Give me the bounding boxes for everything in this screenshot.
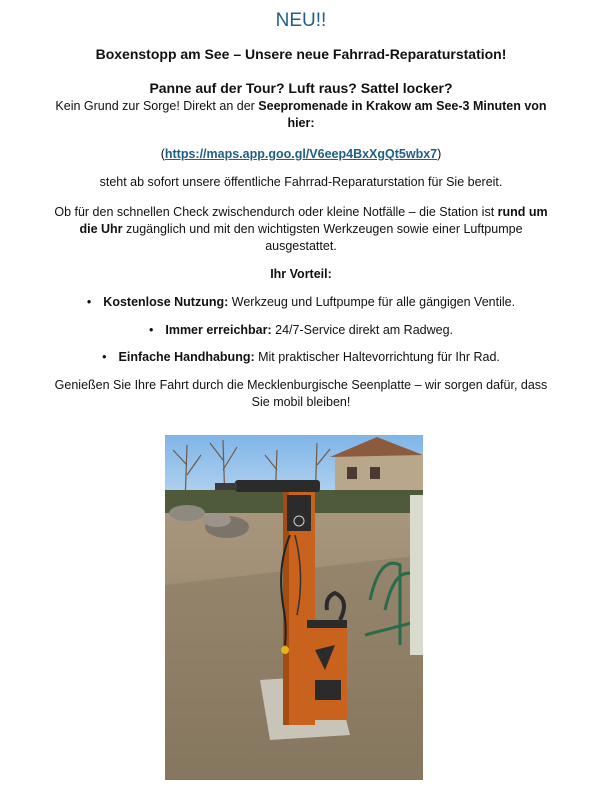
advantages-heading: Ihr Vorteil: (270, 267, 332, 281)
closing-paragraph: Genießen Sie Ihre Fahrt durch die Mecklenburgische Seenplatte – wir sorgen dafür, dass Sie mobil bleiben! (54, 378, 548, 409)
map-link[interactable]: https://maps.app.goo.gl/V6eep4BxXgQt5wbx7 (164, 147, 438, 161)
link-close-paren: ) (437, 147, 442, 161)
bullet-icon: • (86, 295, 92, 309)
advantage-text: Werkzeug und Luftpumpe für alle gängigen Ventile. (228, 295, 516, 309)
bullet-icon: • (148, 323, 154, 337)
advantage-item (0, 295, 602, 309)
intro-text: Kein Grund zur Sorge! Direkt an der (55, 99, 259, 113)
page-title: NEU!! (275, 10, 327, 31)
advantage-item (0, 350, 602, 364)
intro-location: Seepromenade in Krakow am See-3 Minuten von hier: (258, 99, 547, 130)
check-text: Ob für den schnellen Check zwischendurch oder kleine Notfälle – die Station ist (54, 205, 498, 219)
headline: Boxenstopp am See – Unsere neue Fahrrad-Reparaturstation! (95, 46, 507, 62)
map-link-paragraph (50, 146, 552, 163)
advantage-text: 24/7-Service direkt am Radweg. (271, 323, 454, 337)
intro-paragraph (50, 98, 552, 132)
check-paragraph (50, 204, 552, 255)
availability-text: steht ab sofort unsere öffentliche Fahrrad-Reparaturstation für Sie bereit. (99, 175, 503, 189)
check-suffix: zugänglich und mit den wichtigsten Werkzeugen sowie einer Luftpumpe ausgestattet. (122, 222, 523, 253)
advantage-label: Immer erreichbar: (165, 323, 272, 337)
advantage-text: Mit praktischer Haltevorrichtung für Ihr Rad. (254, 350, 500, 364)
subheadline: Panne auf der Tour? Luft raus? Sattel locker? (149, 80, 453, 96)
bullet-icon: • (102, 350, 107, 364)
advantage-item (0, 323, 602, 337)
repair-station-illustration (165, 435, 423, 780)
advantage-label: Kostenlose Nutzung: (103, 295, 229, 309)
check-bold: rund um die Uhr (79, 205, 548, 236)
repair-station-photo (165, 435, 423, 780)
link-open-paren: ( (160, 147, 165, 161)
advantage-label: Einfache Handhabung: (118, 350, 255, 364)
